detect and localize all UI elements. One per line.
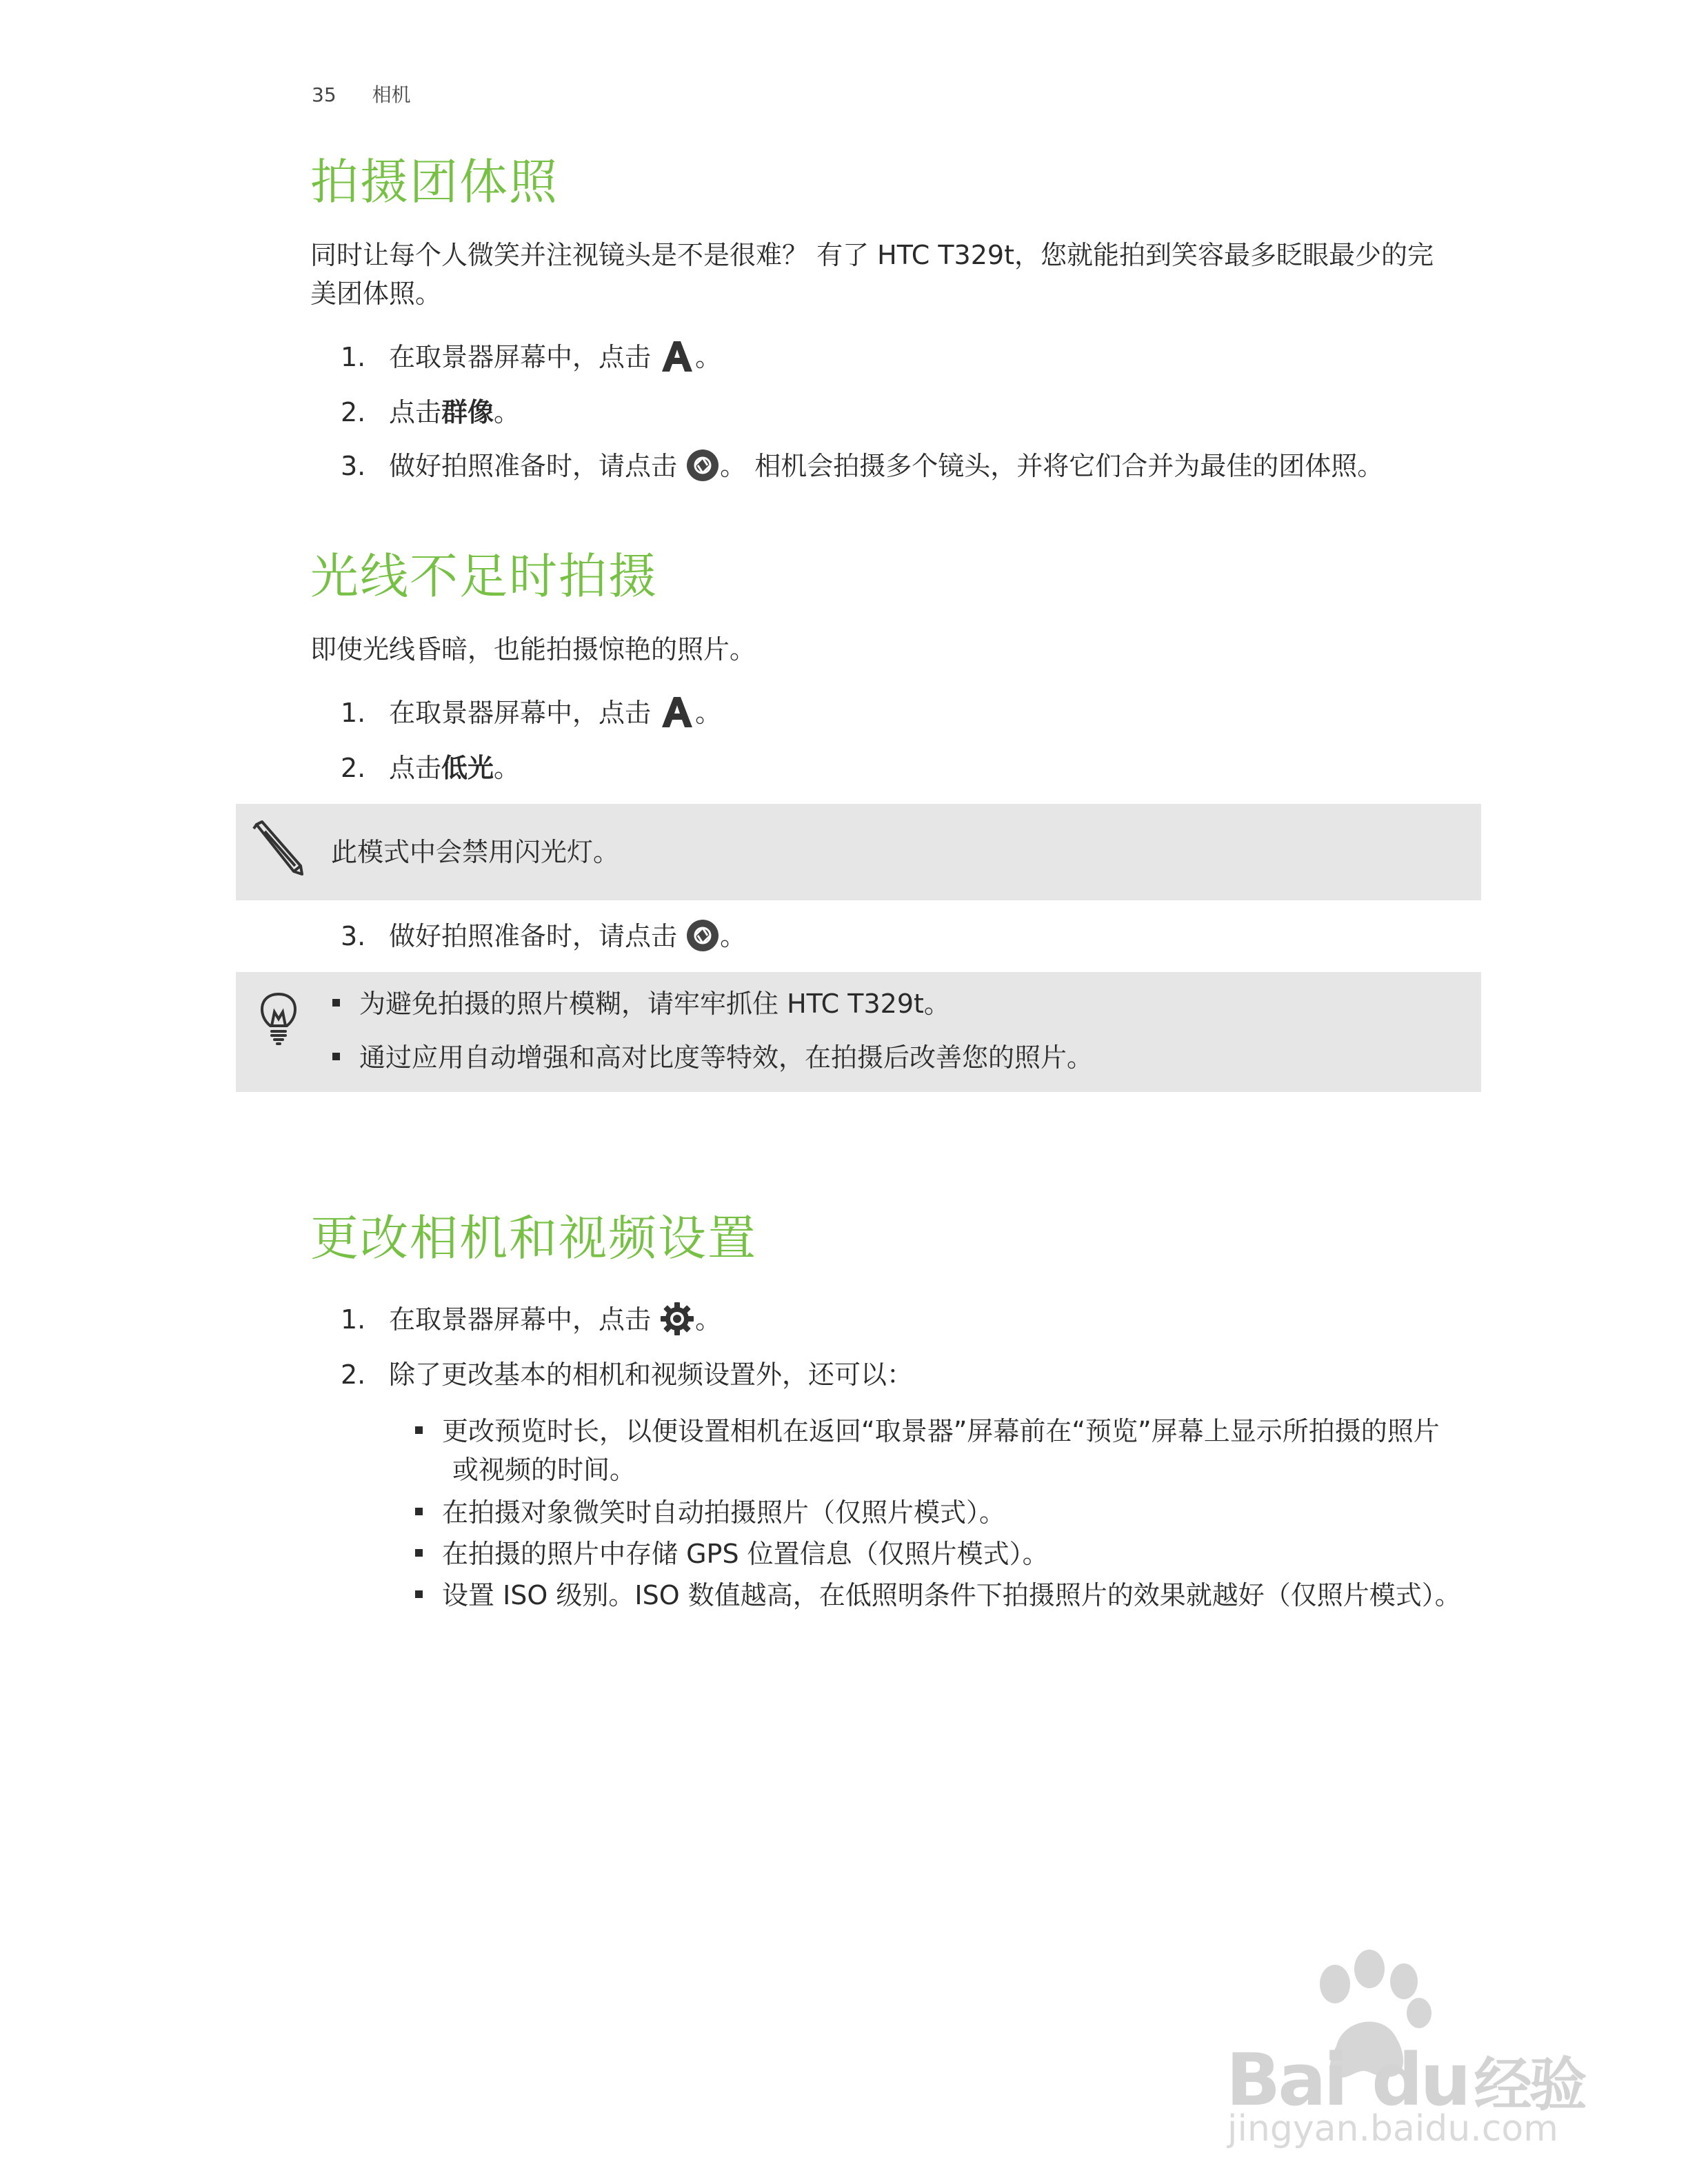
note-text: 此模式中会禁用闪光灯。 — [331, 837, 620, 867]
watermark-brand: Bai — [1226, 2038, 1346, 2122]
pencil-icon — [248, 819, 306, 877]
step-item: 2. 点击群像。 — [341, 397, 521, 427]
running-header — [312, 80, 447, 108]
tip-item: 为避免拍摄的照片模糊，请牢牢抓住 HTC T329t。 — [332, 984, 950, 1023]
section-title-group-photo: 拍摄团体照 — [310, 154, 559, 210]
auto-scene-icon — [659, 696, 695, 729]
chapter-name: 相机 — [372, 83, 411, 106]
note-box — [236, 804, 1481, 900]
watermark-suffix: 经验 — [1474, 2051, 1585, 2119]
sub-bullet-continuation: 或视频的时间。 — [452, 1455, 636, 1485]
step-item: 1. 在取景器屏幕中，点击 。 — [341, 338, 1471, 376]
baidu-watermark — [1212, 1936, 1598, 2150]
watermark-url: jingyan.baidu.com — [1227, 2108, 1558, 2150]
page-number: 35 — [312, 83, 336, 106]
step-item: 1. 在取景器屏幕中，点击 。 — [341, 694, 1471, 732]
sub-bullet-item: 在拍摄的照片中存储 GPS 位置信息（仅照片模式）。 — [415, 1535, 1049, 1573]
tip-box — [236, 972, 1481, 1092]
section-intro: 同时让每个人微笑并注视镜头是不是很难？ 有了 HTC T329t，您就能拍到笑容最多眨眼最少的完 美团体照。 — [310, 240, 1434, 309]
section-intro: 即使光线昏暗，也能拍摄惊艳的照片。 — [310, 634, 756, 665]
sub-bullet-item: 更改预览时长，以便设置相机在返回“取景器”屏幕前在“预览”屏幕上显示所拍摄的照片 — [415, 1412, 1440, 1450]
lightbulb-icon — [259, 991, 298, 1046]
step-item: 3. 做好拍照准备时，请点击 。 相机会拍摄多个镜头，并将它们合并为最佳的团体照。 — [341, 447, 1485, 485]
auto-scene-icon — [659, 340, 695, 373]
sub-bullet-item: 在拍摄对象微笑时自动拍摄照片（仅照片模式）。 — [415, 1493, 1005, 1532]
section-title-settings: 更改相机和视频设置 — [310, 1210, 757, 1266]
step-item: 2. 点击低光。 — [341, 753, 521, 783]
gear-icon — [659, 1301, 695, 1337]
tip-item: 通过应用自动增强和高对比度等特效，在拍摄后改善您的照片。 — [332, 1038, 1093, 1077]
step-item: 3. 做好拍照准备时，请点击 。 — [341, 917, 1471, 956]
section-title-low-light: 光线不足时拍摄 — [310, 548, 658, 605]
watermark-brand-du: du — [1372, 2038, 1469, 2122]
step-item: 1. 在取景器屏幕中，点击 。 — [341, 1300, 1471, 1339]
shutter-icon — [685, 918, 720, 953]
sub-bullet-item: 设置 ISO 级别。ISO 数值越高，在低照明条件下拍摄照片的效果就越好（仅照片模式）。 — [415, 1576, 1461, 1615]
step-item: 2. 除了更改基本的相机和视频设置外，还可以： — [341, 1359, 914, 1390]
shutter-icon — [685, 448, 720, 483]
